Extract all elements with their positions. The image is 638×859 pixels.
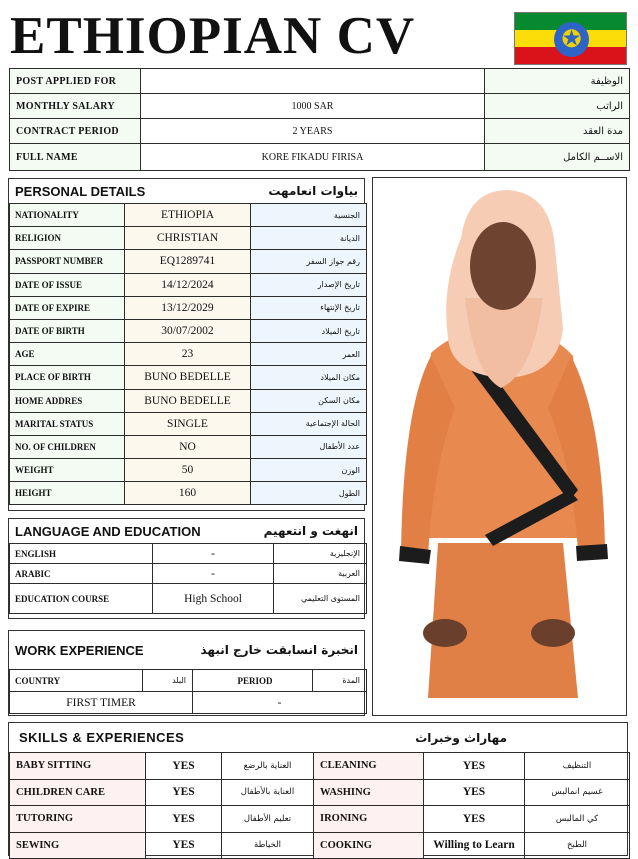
personal-field-label: RELIGION xyxy=(10,227,125,250)
star-emblem-icon: ✪ xyxy=(554,22,589,57)
personal-row xyxy=(10,273,367,296)
personal-field-arabic: الوزن xyxy=(251,459,367,482)
personal-row xyxy=(10,412,367,435)
personal-details-header xyxy=(9,179,364,203)
personal-field-label: NATIONALITY xyxy=(10,204,125,227)
language-row xyxy=(10,564,367,584)
skill-row xyxy=(10,832,630,859)
work-value-row xyxy=(10,692,367,714)
personal-row xyxy=(10,482,367,505)
salary-row xyxy=(10,94,630,119)
personal-field-label: NO. OF CHILDREN xyxy=(10,435,125,458)
personal-field-label: WEIGHT xyxy=(10,459,125,482)
language-education-title: LANGUAGE AND EDUCATION xyxy=(15,523,201,539)
personal-field-arabic: مكان السكن xyxy=(251,389,367,412)
work-experience-section xyxy=(8,630,365,716)
personal-field-label: DATE OF EXPIRE xyxy=(10,296,125,319)
personal-field-arabic: العمر xyxy=(251,343,367,366)
work-experience-title-arabic: انخبرة انسابقت خارج انبهذ xyxy=(200,643,358,657)
language-field-value: High School xyxy=(153,584,274,614)
personal-field-value: EQ1289741 xyxy=(125,250,251,273)
skill-row xyxy=(10,779,630,806)
language-education-title-arabic: انهغت و انتعهيم xyxy=(263,524,358,538)
skill-arabic: تعليم الأطفال xyxy=(222,806,314,833)
skill-row xyxy=(10,753,630,780)
personal-details-title-arabic: بياوات انعامهت xyxy=(268,184,358,198)
skill-arabic: غسيم انمالبس xyxy=(525,779,630,806)
personal-details-table xyxy=(9,203,367,505)
language-row xyxy=(10,544,367,564)
full-name-label: FULL NAME xyxy=(10,144,141,171)
personal-field-label: DATE OF BIRTH xyxy=(10,319,125,342)
personal-field-label: DATE OF ISSUE xyxy=(10,273,125,296)
personal-row xyxy=(10,366,367,389)
language-field-label: EDUCATION COURSE xyxy=(10,584,153,614)
contract-row xyxy=(10,119,630,144)
ethiopia-flag-icon xyxy=(514,12,627,65)
skills-title: SKILLS & EXPERIENCES xyxy=(19,730,185,745)
personal-field-value: BUNO BEDELLE xyxy=(125,389,251,412)
personal-field-value: 14/12/2024 xyxy=(125,273,251,296)
skill-arabic: الخياطة xyxy=(222,832,314,859)
post-applied-label: POST APPLIED FOR xyxy=(10,69,141,94)
personal-field-arabic: الديانة xyxy=(251,227,367,250)
skill-arabic: العناية بالأطفال xyxy=(222,779,314,806)
skill-label: COOKING xyxy=(314,832,424,859)
personal-field-value: 30/07/2002 xyxy=(125,319,251,342)
language-field-label: ARABIC xyxy=(10,564,153,584)
skill-row xyxy=(10,806,630,833)
personal-field-value: 160 xyxy=(125,482,251,505)
skill-value: YES xyxy=(424,753,525,780)
skill-label: BABY SITTING xyxy=(10,753,146,780)
cv-title: ETHIOPIAN CV xyxy=(10,7,416,65)
personal-field-value: NO xyxy=(125,435,251,458)
language-field-arabic: العربية xyxy=(274,564,367,584)
language-field-arabic: المستوى التعليمي xyxy=(274,584,367,614)
post-applied-arabic: الوظيفة xyxy=(485,69,630,94)
country-label: COUNTRY xyxy=(10,670,143,692)
personal-field-value: 50 xyxy=(125,459,251,482)
skills-section xyxy=(8,722,628,856)
personal-row xyxy=(10,459,367,482)
full-name-arabic: الاســم الكامل xyxy=(485,144,630,171)
language-field-label: ENGLISH xyxy=(10,544,153,564)
language-field-value: - xyxy=(153,564,274,584)
personal-field-arabic: تاريخ الإنتهاء xyxy=(251,296,367,319)
skill-value: YES xyxy=(146,806,222,833)
country-value: FIRST TIMER xyxy=(10,692,193,714)
skill-value: YES xyxy=(146,779,222,806)
post-applied-value xyxy=(141,69,485,94)
skill-value: YES xyxy=(424,779,525,806)
personal-field-arabic: الحالة الإجتماعية xyxy=(251,412,367,435)
period-arabic: المدة xyxy=(313,670,367,692)
salary-label: MONTHLY SALARY xyxy=(10,94,141,119)
candidate-photo-image xyxy=(373,178,627,716)
personal-field-value: 13/12/2029 xyxy=(125,296,251,319)
personal-row xyxy=(10,227,367,250)
contract-arabic: مدة العقد xyxy=(485,119,630,144)
personal-row xyxy=(10,296,367,319)
salary-value: 1000 SAR xyxy=(141,94,485,119)
personal-field-value: ETHIOPIA xyxy=(125,204,251,227)
personal-row xyxy=(10,250,367,273)
skill-label: CLEANING xyxy=(314,753,424,780)
personal-field-value: 23 xyxy=(125,343,251,366)
skills-table xyxy=(9,752,630,859)
personal-row xyxy=(10,204,367,227)
full-name-row xyxy=(10,144,630,171)
personal-field-value: SINGLE xyxy=(125,412,251,435)
personal-field-arabic: رقم جواز السفر xyxy=(251,250,367,273)
skill-label: SEWING xyxy=(10,832,146,859)
skill-label: WASHING xyxy=(314,779,424,806)
language-education-section xyxy=(8,518,365,619)
personal-field-arabic: تاريخ الميلاد xyxy=(251,319,367,342)
personal-row xyxy=(10,389,367,412)
personal-field-label: PASSPORT NUMBER xyxy=(10,250,125,273)
skill-label: CHILDREN CARE xyxy=(10,779,146,806)
skill-label: TUTORING xyxy=(10,806,146,833)
personal-field-label: HEIGHT xyxy=(10,482,125,505)
period-value: - xyxy=(193,692,367,714)
personal-field-label: MARITAL STATUS xyxy=(10,412,125,435)
work-experience-table xyxy=(9,669,367,714)
salary-arabic: الراتب xyxy=(485,94,630,119)
language-field-value: - xyxy=(153,544,274,564)
skill-value: YES xyxy=(146,832,222,859)
skill-label: IRONING xyxy=(314,806,424,833)
personal-field-arabic: عدد الأطفال xyxy=(251,435,367,458)
skill-arabic: الطبخ xyxy=(525,832,630,859)
personal-field-arabic: مكان الميلاد xyxy=(251,366,367,389)
personal-row xyxy=(10,319,367,342)
work-experience-title: WORK EXPERIENCE xyxy=(15,642,144,658)
job-summary-table xyxy=(9,68,630,171)
period-label: PERIOD xyxy=(193,670,313,692)
skills-title-arabic: مهاراث وخبراث xyxy=(415,730,507,745)
personal-field-arabic: الجنسية xyxy=(251,204,367,227)
contract-label: CONTRACT PERIOD xyxy=(10,119,141,144)
skill-value: YES xyxy=(146,753,222,780)
language-education-header xyxy=(9,519,364,543)
skill-arabic: العناية بالرضع xyxy=(222,753,314,780)
country-arabic: البلد xyxy=(143,670,193,692)
post-applied-row xyxy=(10,69,630,94)
personal-field-arabic: تاريخ الإصدار xyxy=(251,273,367,296)
personal-details-section xyxy=(8,178,365,511)
personal-row xyxy=(10,435,367,458)
work-experience-header xyxy=(9,631,364,669)
skill-value: Willing to Learn xyxy=(424,832,525,859)
skill-arabic: كي المالبس xyxy=(525,806,630,833)
language-education-table xyxy=(9,543,367,614)
contract-value: 2 YEARS xyxy=(141,119,485,144)
skill-arabic: التنظيف xyxy=(525,753,630,780)
personal-field-label: PLACE OF BIRTH xyxy=(10,366,125,389)
skill-value: YES xyxy=(424,806,525,833)
full-name-value: KORE FIKADU FIRISA xyxy=(141,144,485,171)
personal-field-label: AGE xyxy=(10,343,125,366)
personal-field-value: BUNO BEDELLE xyxy=(125,366,251,389)
candidate-photo xyxy=(372,177,627,716)
personal-details-title: PERSONAL DETAILS xyxy=(15,183,146,199)
personal-row xyxy=(10,343,367,366)
personal-field-label: HOME ADDRES xyxy=(10,389,125,412)
work-header-row xyxy=(10,670,367,692)
language-row xyxy=(10,584,367,614)
personal-field-value: CHRISTIAN xyxy=(125,227,251,250)
personal-field-arabic: الطول xyxy=(251,482,367,505)
language-field-arabic: الإنجليزية xyxy=(274,544,367,564)
skills-header xyxy=(9,723,627,752)
